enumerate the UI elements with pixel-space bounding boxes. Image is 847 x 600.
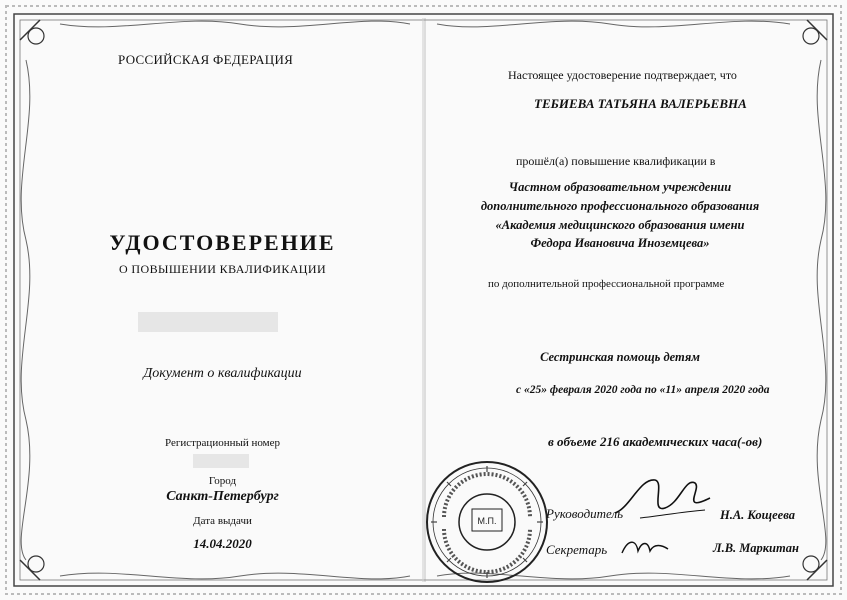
head-name: Н.А. Кощеева <box>720 508 795 522</box>
intro-text: Настоящее удостоверение подтверждает, что <box>508 68 737 82</box>
volume-hours: 216 <box>599 434 620 449</box>
city-label: Город <box>208 475 237 487</box>
secretary-label: Секретарь <box>546 542 608 557</box>
country-label: РОССИЙСКАЯ ФЕДЕРАЦИЯ <box>118 52 294 67</box>
left-page <box>40 28 405 576</box>
volume-suffix: академических часа(-ов) <box>622 434 763 449</box>
volume-prefix: в объеме <box>548 434 597 449</box>
period-to-month: апреля <box>684 384 720 396</box>
org-line-3: «Академия медицинского образования имени <box>495 218 745 232</box>
redacted-number <box>138 312 278 332</box>
period-to-year-word: года <box>748 384 770 396</box>
registration-number-label: Регистрационный номер <box>164 437 281 449</box>
head-label: Руководитель <box>546 506 624 521</box>
period-year-word: года <box>620 384 642 396</box>
stamp-mark-text: М.П. <box>477 516 497 526</box>
org-line-4: Федора Ивановича Иноземцева» <box>530 236 710 250</box>
period-to-prefix: по «11» <box>644 384 682 396</box>
certificate-title: УДОСТОВЕРЕНИЕ <box>109 230 336 255</box>
redacted-registration-number <box>193 454 249 468</box>
period-line <box>516 384 769 396</box>
secretary-name: Л.В. Маркитан <box>713 541 799 555</box>
recipient-name: ТЕБИЕВА ТАТЬЯНА ВАЛЕРЬЕВНА <box>534 96 747 111</box>
secretary-signature <box>618 535 678 560</box>
period-from-year: 2020 <box>594 384 618 396</box>
org-line-2: дополнительного профессионального образования <box>480 199 760 213</box>
period-from-prefix: с «25» <box>516 384 547 396</box>
program-label: по дополнительной профессиональной программе <box>488 278 725 290</box>
document-type: Документ о квалификации <box>143 366 302 381</box>
passed-text: прошёл(а) повышение квалификации в <box>516 154 716 168</box>
official-stamp <box>422 457 552 587</box>
period-to-year: 2020 <box>722 384 746 396</box>
volume-line <box>548 434 762 450</box>
issue-date-label: Дата выдачи <box>193 515 252 527</box>
program-name: Сестринская помощь детям <box>540 350 700 364</box>
city-value: Санкт-Петербург <box>166 489 279 504</box>
head-signature <box>610 468 720 528</box>
issue-date-value: 14.04.2020 <box>193 536 252 551</box>
period-from-month: февраля <box>549 384 592 396</box>
org-line-1: Частном образовательном учреждении <box>508 180 732 194</box>
certificate-subtitle: О ПОВЫШЕНИИ КВАЛИФИКАЦИИ <box>118 262 327 276</box>
